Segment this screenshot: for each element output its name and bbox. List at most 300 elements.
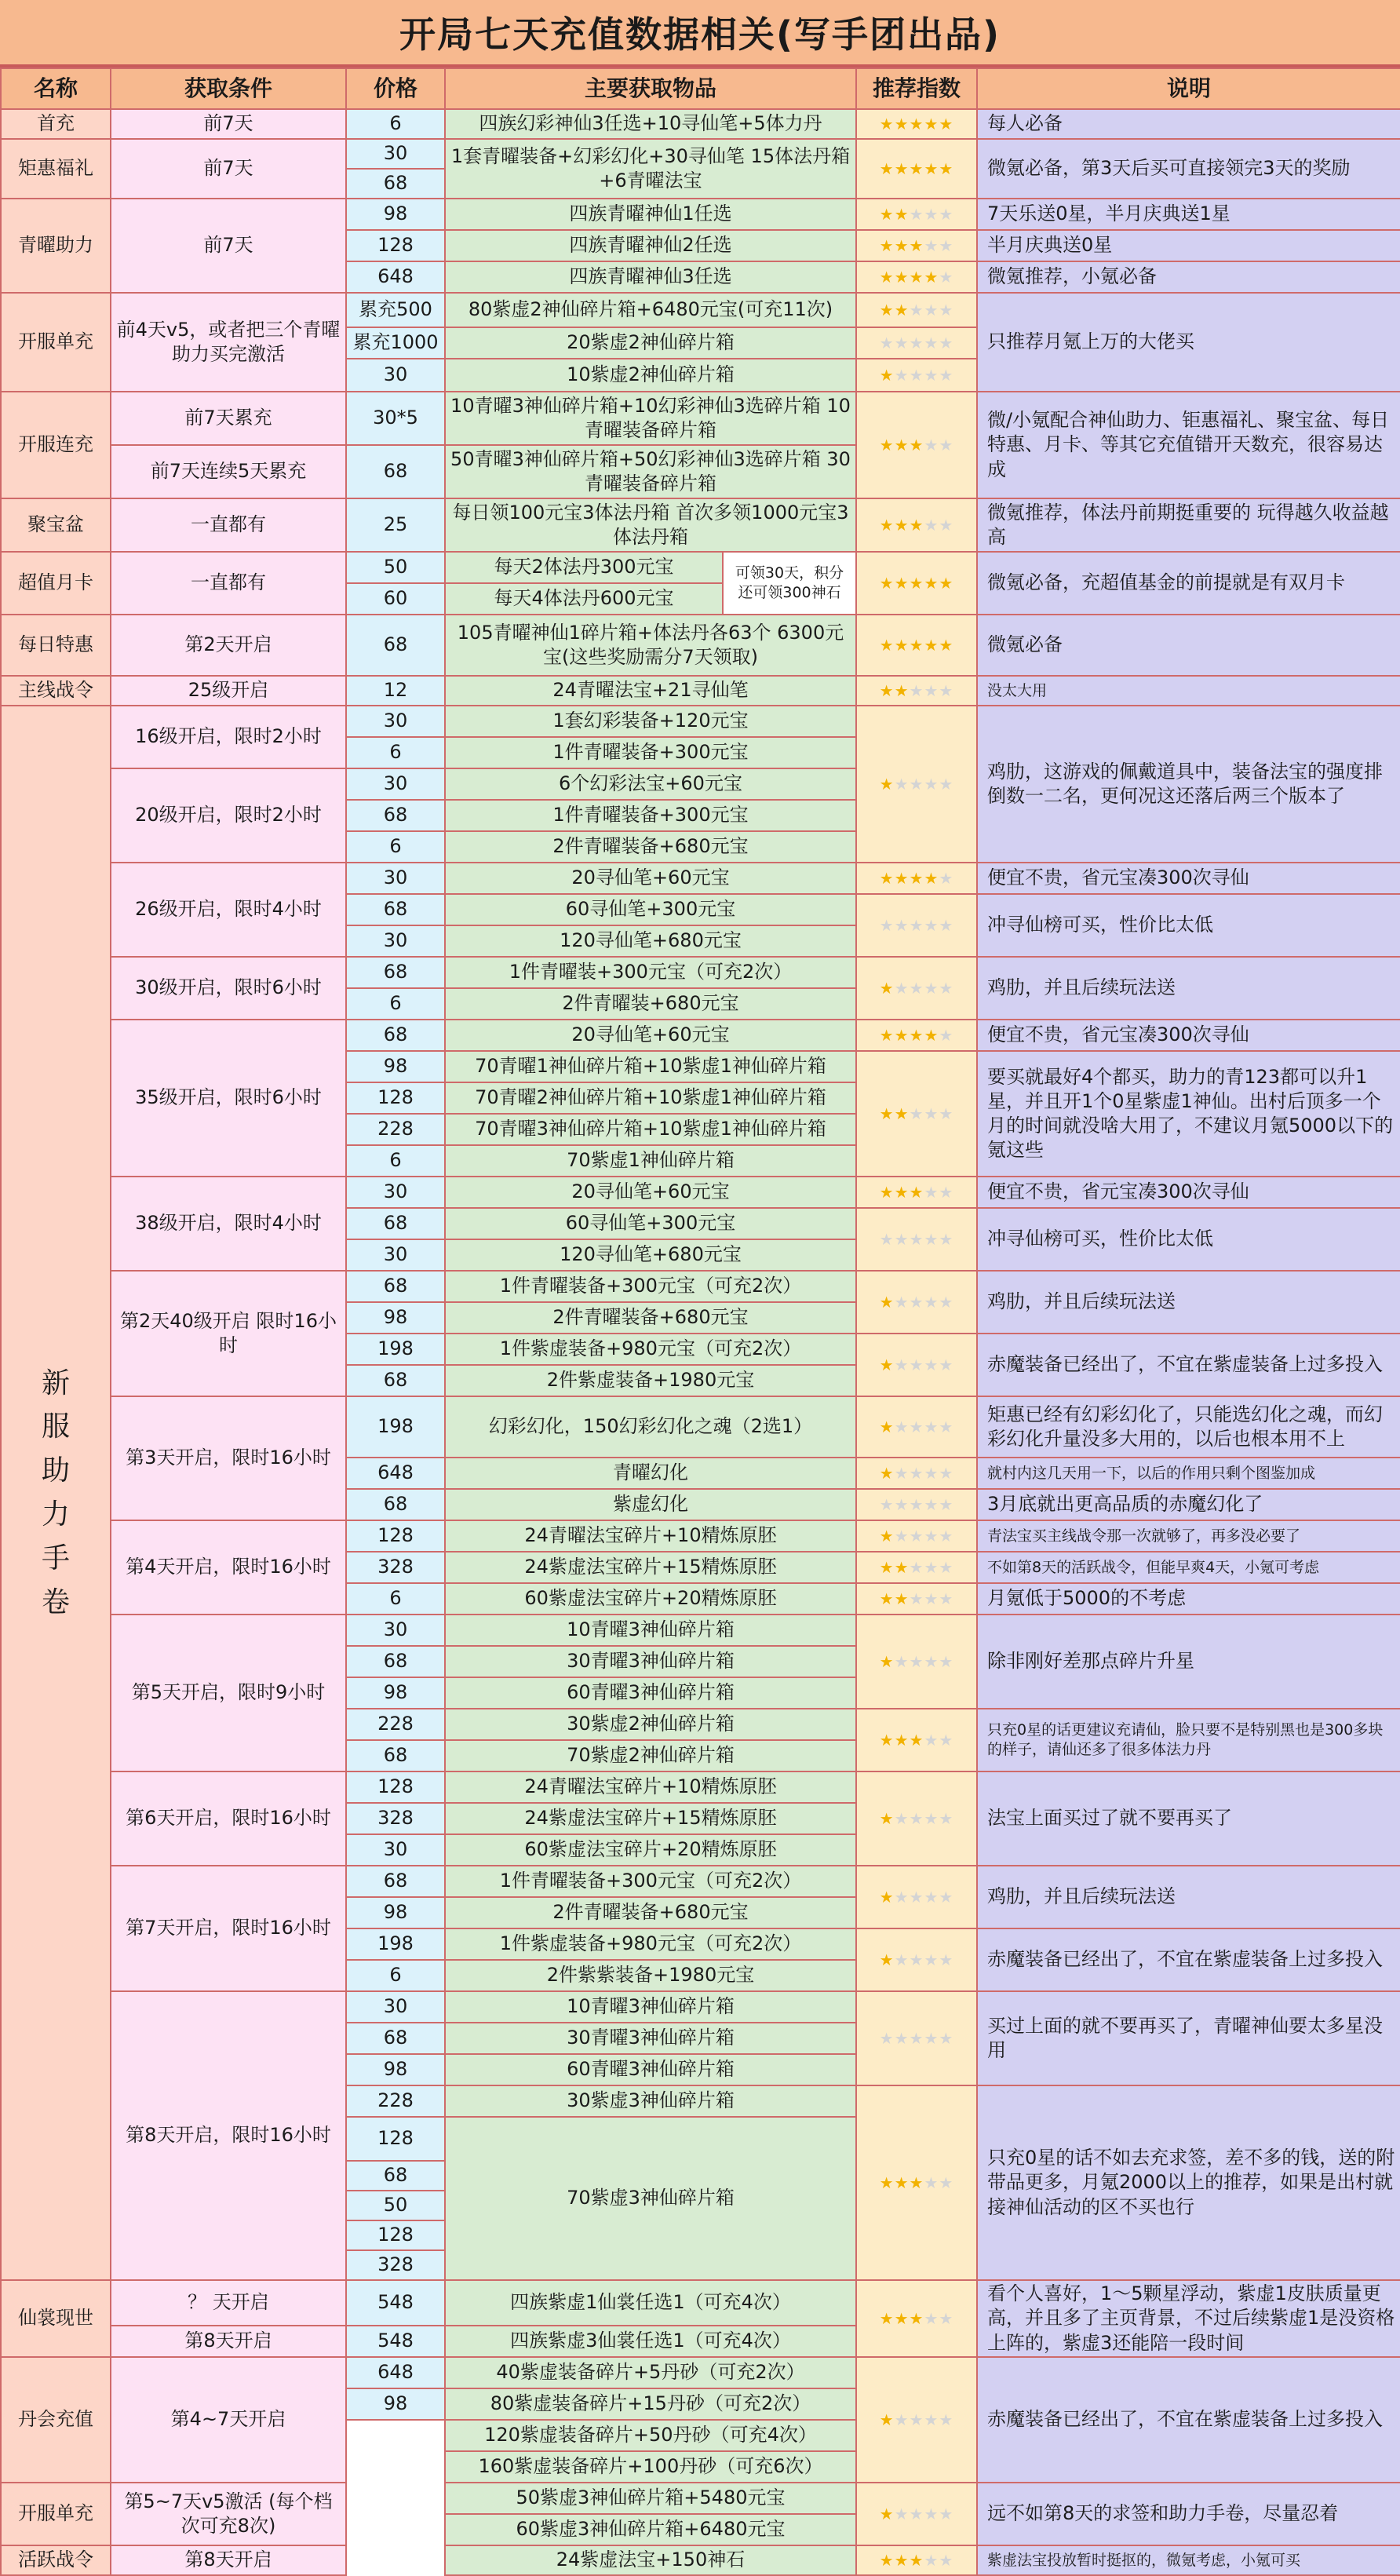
star-empty-icon: ★ xyxy=(939,1495,954,1514)
star-rating-icon xyxy=(880,159,954,179)
item-cell: 四族青曜神仙3任选 xyxy=(444,261,857,294)
condition-cell: 第8天开启 xyxy=(110,2325,347,2358)
note-cell: 便宜不贵，省元宝凑300次寻仙 xyxy=(976,1176,1400,1209)
star-filled-icon: ★ xyxy=(894,1731,910,1750)
item-cell: 60青曜3神仙碎片箱 xyxy=(444,1677,857,1709)
star-filled-icon: ★ xyxy=(924,115,939,133)
price-cell: 50 xyxy=(345,2190,446,2221)
note-cell: 只充0星的话不如去充求签，差不多的钱，送的附带品更多，月氪2000以上的推荐，如果是出村就接神仙活动的区不买也行 xyxy=(976,2085,1400,2281)
note-cell: 7天乐送0星，半月庆典送1星 xyxy=(976,198,1400,231)
item-cell: 四族青曜神仙2任选 xyxy=(444,229,857,262)
price-cell: 98 xyxy=(345,2388,446,2421)
price-cell: 30 xyxy=(345,1614,446,1647)
item-cell: 10青曜3神仙碎片箱 xyxy=(444,1614,857,1647)
rating-cell xyxy=(855,2279,978,2358)
rating-cell xyxy=(855,1582,978,1615)
price-cell: 128 xyxy=(345,229,446,262)
rating-cell xyxy=(855,1865,978,1929)
item-cell: 1套幻彩装备+120元宝 xyxy=(444,705,857,738)
note-cell: 远不如第8天的求签和助力手卷，尽量忍着 xyxy=(976,2482,1400,2546)
star-filled-icon: ★ xyxy=(879,2173,895,2192)
category-char: 服 xyxy=(41,1410,70,1443)
category-char: 力 xyxy=(41,1498,70,1531)
price-cell: 98 xyxy=(345,1677,446,1709)
star-empty-icon: ★ xyxy=(924,1230,939,1249)
rating-cell xyxy=(855,1614,978,1709)
star-filled-icon: ★ xyxy=(894,159,910,178)
star-empty-icon: ★ xyxy=(924,366,939,385)
item-cell: 70青曜3神仙碎片箱+10紫虚1神仙碎片箱 xyxy=(444,1113,857,1146)
item-cell: 1件紫虚装备+980元宝（可充2次） xyxy=(444,1928,857,1961)
star-filled-icon: ★ xyxy=(924,574,939,593)
item-cell: 60青曜3神仙碎片箱 xyxy=(444,2053,857,2086)
star-filled-icon: ★ xyxy=(879,1104,895,1123)
item-cell: 1件青曜装+300元宝（可充2次） xyxy=(444,956,857,989)
star-filled-icon: ★ xyxy=(909,869,924,888)
star-empty-icon: ★ xyxy=(894,775,910,794)
note-cell: 鸡肋，并且后续玩法送 xyxy=(976,1865,1400,1929)
star-rating-icon xyxy=(880,1025,954,1045)
item-cell: 70紫虚1神仙碎片箱 xyxy=(444,1144,857,1177)
star-rating-icon xyxy=(880,1292,954,1312)
rating-cell xyxy=(855,229,978,262)
item-cell: 2件青曜装备+680元宝 xyxy=(444,1896,857,1929)
star-filled-icon: ★ xyxy=(879,2410,895,2429)
price-cell: 累充1000 xyxy=(345,327,446,359)
price-cell: 198 xyxy=(345,1396,446,1458)
star-empty-icon: ★ xyxy=(924,775,939,794)
star-rating-icon xyxy=(880,573,954,593)
rating-cell xyxy=(855,1050,978,1177)
item-cell: 24紫虚法宝碎片+15精炼原胚 xyxy=(444,1802,857,1835)
star-filled-icon: ★ xyxy=(879,1356,895,1374)
note-cell: 赤魔装备已经出了，不宜在紫虚装备上过多投入 xyxy=(976,2356,1400,2483)
star-rating-icon xyxy=(880,1950,954,1970)
star-empty-icon: ★ xyxy=(909,2505,924,2523)
star-empty-icon: ★ xyxy=(924,1652,939,1671)
category-char: 新 xyxy=(41,1366,70,1399)
price-cell: 68 xyxy=(345,1645,446,1678)
price-cell: 128 xyxy=(345,1082,446,1115)
note-cell: 就村内这几天用一下，以后的作用只剩个图鉴加成 xyxy=(976,1457,1400,1490)
star-empty-icon: ★ xyxy=(939,2505,954,2523)
note-cell: 要买就最好4个都买，助力的青123都可以升1星，并且开1个0星紫虚1神仙。出村后顶多一个月的时间就没啥大用了，不建议月氪5000以下的氪这些 xyxy=(976,1050,1400,1177)
price-cell: 68 xyxy=(345,614,446,677)
star-empty-icon: ★ xyxy=(939,2309,954,2328)
note-cell: 赤魔装备已经出了，不宜在紫虚装备上过多投入 xyxy=(976,1928,1400,1992)
star-filled-icon: ★ xyxy=(894,574,910,593)
price-cell: 30 xyxy=(345,925,446,958)
star-empty-icon: ★ xyxy=(924,2029,939,2048)
star-rating-icon xyxy=(880,1417,954,1437)
item-cell: 24紫虚法宝+150神石 xyxy=(444,2545,857,2576)
category-cell xyxy=(0,705,111,2281)
rating-cell xyxy=(855,862,978,895)
star-filled-icon: ★ xyxy=(879,1418,895,1436)
star-empty-icon: ★ xyxy=(924,916,939,935)
price-cell: 98 xyxy=(345,1896,446,1929)
rating-cell xyxy=(855,108,978,140)
star-rating-icon xyxy=(880,1887,954,1907)
item-cell: 60紫虚法宝碎片+20精炼原胚 xyxy=(444,1833,857,1866)
star-rating-icon xyxy=(880,1355,954,1375)
note-cell: 鸡肋，并且后续玩法送 xyxy=(976,956,1400,1020)
star-empty-icon: ★ xyxy=(909,1495,924,1514)
price-cell: 328 xyxy=(345,1551,446,1584)
star-rating-icon xyxy=(880,435,954,455)
rating-cell xyxy=(855,1457,978,1490)
star-filled-icon: ★ xyxy=(909,159,924,178)
star-empty-icon: ★ xyxy=(909,2410,924,2429)
star-filled-icon: ★ xyxy=(879,979,895,998)
star-empty-icon: ★ xyxy=(909,1418,924,1436)
star-empty-icon: ★ xyxy=(924,436,939,454)
item-cell: 2件紫虚装备+1980元宝 xyxy=(444,1364,857,1397)
item-cell: 30青曜3神仙碎片箱 xyxy=(444,1645,857,1678)
condition-cell: 38级开启，限时4小时 xyxy=(110,1176,347,1272)
note-cell: 只推荐月氪上万的大佬买 xyxy=(976,292,1400,392)
star-empty-icon: ★ xyxy=(939,1558,954,1577)
note-cell: 微氪必备，充超值基金的前提就是有双月卡 xyxy=(976,551,1400,615)
price-cell: 30 xyxy=(345,768,446,801)
star-filled-icon: ★ xyxy=(894,1026,910,1045)
condition-cell: 35级开启，限时6小时 xyxy=(110,1019,347,1177)
item-cell: 24青曜法宝+21寻仙笔 xyxy=(444,675,857,706)
star-rating-icon xyxy=(880,515,954,535)
note-cell: 微/小氪配合神仙助力、钜惠福礼、聚宝盆、每日特惠、月卡、等其它充值错开天数充，很容易达成 xyxy=(976,391,1400,499)
category-cell: 矩惠福礼 xyxy=(0,138,111,199)
item-cell: 2件青曜装备+680元宝 xyxy=(444,1301,857,1334)
category-cell: 青曜助力 xyxy=(0,198,111,294)
star-empty-icon: ★ xyxy=(879,1230,895,1249)
rating-cell xyxy=(855,1019,978,1052)
star-filled-icon: ★ xyxy=(879,115,895,133)
star-empty-icon: ★ xyxy=(924,1731,939,1750)
star-filled-icon: ★ xyxy=(909,1026,924,1045)
star-rating-icon xyxy=(880,915,954,936)
star-empty-icon: ★ xyxy=(909,1950,924,1969)
star-filled-icon: ★ xyxy=(879,681,895,700)
item-cell: 24青曜法宝碎片+10精炼原胚 xyxy=(444,1520,857,1553)
price-cell: 68 xyxy=(345,2022,446,2055)
item-cell: 2件青曜装备+680元宝 xyxy=(444,830,857,863)
price-cell: 68 xyxy=(345,799,446,832)
price-cell: 228 xyxy=(345,1113,446,1146)
star-filled-icon: ★ xyxy=(909,1183,924,1202)
condition-cell: 25级开启 xyxy=(110,675,347,706)
item-cell: 20寻仙笔+60元宝 xyxy=(444,1176,857,1209)
item-cell: 10青曜3神仙碎片箱+10幻彩神仙3选碎片箱 10青曜装备碎片箱 xyxy=(444,391,857,446)
item-cell: 1件青曜装备+300元宝 xyxy=(444,799,857,832)
note-cell: 3月底就出更高品质的赤魔幻化了 xyxy=(976,1488,1400,1521)
star-filled-icon: ★ xyxy=(894,636,910,655)
star-empty-icon: ★ xyxy=(924,236,939,255)
star-empty-icon: ★ xyxy=(894,334,910,352)
rating-cell xyxy=(855,1771,978,1866)
price-cell: 128 xyxy=(345,1771,446,1804)
star-filled-icon: ★ xyxy=(894,2173,910,2192)
star-filled-icon: ★ xyxy=(894,268,910,286)
star-filled-icon: ★ xyxy=(894,301,910,319)
rating-cell xyxy=(855,1176,978,1209)
star-empty-icon: ★ xyxy=(939,2551,954,2570)
item-cell: 120紫虚装备碎片+50丹砂（可充4次） xyxy=(444,2419,857,2452)
price-cell: 60 xyxy=(345,582,446,615)
star-rating-icon xyxy=(880,300,954,320)
star-empty-icon: ★ xyxy=(909,916,924,935)
star-empty-icon: ★ xyxy=(939,916,954,935)
condition-cell: ？ 天开启 xyxy=(110,2279,347,2326)
star-rating-icon xyxy=(880,2410,954,2430)
star-filled-icon: ★ xyxy=(879,436,895,454)
star-empty-icon: ★ xyxy=(939,268,954,286)
rating-cell xyxy=(855,2356,978,2483)
item-cell: 40紫虚装备碎片+5丹砂（可充2次） xyxy=(444,2356,857,2389)
price-cell: 30 xyxy=(345,358,446,392)
star-filled-icon: ★ xyxy=(879,1026,895,1045)
star-empty-icon: ★ xyxy=(939,236,954,255)
price-cell: 648 xyxy=(345,2356,446,2389)
item-cell: 60紫虚法宝碎片+20精炼原胚 xyxy=(444,1582,857,1615)
star-filled-icon: ★ xyxy=(909,115,924,133)
note-cell: 只充0星的话更建议充请仙，脸只要不是特别黑也是300多块的样子，请仙还多了很多体法力丹 xyxy=(976,1708,1400,1772)
price-cell: 648 xyxy=(345,261,446,294)
price-cell: 68 xyxy=(345,1364,446,1397)
rating-cell xyxy=(855,1520,978,1553)
star-filled-icon: ★ xyxy=(939,115,954,133)
condition-cell: 一直都有 xyxy=(110,551,347,615)
item-cell: 50紫虚3神仙碎片箱+5480元宝 xyxy=(444,2482,857,2515)
price-cell: 30*5 xyxy=(345,391,446,446)
rating-cell xyxy=(855,292,978,328)
star-rating-icon xyxy=(880,2028,954,2049)
star-empty-icon: ★ xyxy=(924,205,939,224)
star-empty-icon: ★ xyxy=(924,1356,939,1374)
item-cell: 幻彩幻化，150幻彩幻化之魂（2选1） xyxy=(444,1396,857,1458)
star-filled-icon: ★ xyxy=(894,2309,910,2328)
star-filled-icon: ★ xyxy=(909,1731,924,1750)
condition-cell: 前7天累充 xyxy=(110,391,347,446)
price-cell: 68 xyxy=(345,2160,446,2191)
price-cell: 68 xyxy=(345,1865,446,1898)
price-cell: 548 xyxy=(345,2279,446,2326)
star-rating-icon xyxy=(880,1730,954,1750)
column-header: 价格 xyxy=(345,68,446,110)
condition-cell: 前4天v5，或者把三个青曜助力买完激活 xyxy=(110,292,347,392)
star-rating-icon xyxy=(880,978,954,998)
price-cell: 6 xyxy=(345,1959,446,1992)
rating-cell xyxy=(855,2545,978,2576)
item-cell: 1件青曜装备+300元宝（可充2次） xyxy=(444,1270,857,1303)
category-cell: 开服单充 xyxy=(0,2482,111,2546)
rating-cell xyxy=(855,1551,978,1584)
rating-cell xyxy=(855,1488,978,1521)
star-rating-icon xyxy=(880,267,954,287)
item-cell: 24青曜法宝碎片+10精炼原胚 xyxy=(444,1771,857,1804)
star-filled-icon: ★ xyxy=(894,681,910,700)
star-empty-icon: ★ xyxy=(924,1558,939,1577)
price-cell: 68 xyxy=(345,1270,446,1303)
item-cell: 2件青曜装+680元宝 xyxy=(444,987,857,1020)
price-cell: 128 xyxy=(345,1520,446,1553)
rating-cell xyxy=(855,675,978,706)
item-cell: 30紫虚3神仙碎片箱 xyxy=(444,2085,857,2118)
star-empty-icon: ★ xyxy=(894,1950,910,1969)
star-filled-icon: ★ xyxy=(924,636,939,655)
rating-cell xyxy=(855,261,978,294)
star-empty-icon: ★ xyxy=(894,979,910,998)
rating-cell xyxy=(855,1708,978,1772)
star-empty-icon: ★ xyxy=(939,205,954,224)
item-cell: 70青曜1神仙碎片箱+10紫虚1神仙碎片箱 xyxy=(444,1050,857,1083)
star-empty-icon: ★ xyxy=(909,1809,924,1828)
price-cell: 68 xyxy=(345,1019,446,1052)
star-filled-icon: ★ xyxy=(894,1104,910,1123)
note-cell: 没太大用 xyxy=(976,675,1400,706)
condition-cell: 第7天开启，限时16小时 xyxy=(110,1865,347,1992)
star-filled-icon: ★ xyxy=(894,436,910,454)
star-filled-icon: ★ xyxy=(879,159,895,178)
condition-cell: 前7天 xyxy=(110,198,347,294)
star-filled-icon: ★ xyxy=(939,636,954,655)
star-filled-icon: ★ xyxy=(879,1464,895,1483)
price-cell: 30 xyxy=(345,1990,446,2023)
note-cell: 买过上面的就不要再买了，青曜神仙要太多星没用 xyxy=(976,1990,1400,2086)
condition-cell: 第6天开启，限时16小时 xyxy=(110,1771,347,1866)
price-cell: 68 xyxy=(345,1739,446,1772)
star-rating-icon xyxy=(880,774,954,794)
rating-cell xyxy=(855,2482,978,2546)
star-filled-icon: ★ xyxy=(879,1293,895,1312)
star-filled-icon: ★ xyxy=(894,115,910,133)
star-filled-icon: ★ xyxy=(909,2551,924,2570)
note-cell: 微氪推荐，小氪必备 xyxy=(976,261,1400,294)
star-empty-icon: ★ xyxy=(924,2173,939,2192)
item-cell: 60寻仙笔+300元宝 xyxy=(444,893,857,926)
note-cell: 法宝上面买过了就不要再买了 xyxy=(976,1771,1400,1866)
star-filled-icon: ★ xyxy=(879,1888,895,1906)
star-empty-icon: ★ xyxy=(894,2505,910,2523)
category-cell: 首充 xyxy=(0,108,111,140)
star-filled-icon: ★ xyxy=(879,516,895,535)
price-cell: 198 xyxy=(345,1928,446,1961)
star-filled-icon: ★ xyxy=(894,516,910,535)
star-filled-icon: ★ xyxy=(894,205,910,224)
star-filled-icon: ★ xyxy=(894,1183,910,1202)
condition-cell: 第2天40级开启 限时16小时 xyxy=(110,1270,347,1397)
star-rating-icon xyxy=(880,204,954,224)
category-cell: 丹会充值 xyxy=(0,2356,111,2483)
star-filled-icon: ★ xyxy=(879,775,895,794)
condition-cell: 第5天开启，限时9小时 xyxy=(110,1614,347,1772)
rating-cell xyxy=(855,1333,978,1397)
star-rating-icon xyxy=(880,868,954,888)
star-empty-icon: ★ xyxy=(909,1652,924,1671)
note-cell: 微氪必备，第3天后买可直接领完3天的奖励 xyxy=(976,138,1400,199)
category-char: 卷 xyxy=(41,1585,70,1618)
item-cell: 50青曜3神仙碎片箱+50幻彩神仙3选碎片箱 30青曜装备碎片箱 xyxy=(444,444,857,499)
star-empty-icon: ★ xyxy=(909,1527,924,1545)
star-empty-icon: ★ xyxy=(939,436,954,454)
star-empty-icon: ★ xyxy=(909,1230,924,1249)
star-empty-icon: ★ xyxy=(924,979,939,998)
star-empty-icon: ★ xyxy=(894,1527,910,1545)
price-cell: 12 xyxy=(345,675,446,706)
note-cell: 除非刚好差那点碎片升星 xyxy=(976,1614,1400,1709)
note-cell: 便宜不贵，省元宝凑300次寻仙 xyxy=(976,1019,1400,1052)
note-cell: 鸡肋，这游戏的佩戴道具中，装备法宝的强度排倒数一二名，更何况这还落后两三个版本了 xyxy=(976,705,1400,863)
note-cell: 不如第8天的活跃战令，但能早爽4天，小氪可考虑 xyxy=(976,1551,1400,1584)
rating-cell xyxy=(855,498,978,553)
price-cell: 98 xyxy=(345,1050,446,1083)
star-empty-icon: ★ xyxy=(894,916,910,935)
note-cell: 鸡肋，并且后续玩法送 xyxy=(976,1270,1400,1334)
star-empty-icon: ★ xyxy=(894,1809,910,1828)
star-empty-icon: ★ xyxy=(924,1104,939,1123)
star-filled-icon: ★ xyxy=(879,2309,895,2328)
item-cell: 四族青曜神仙1任选 xyxy=(444,198,857,231)
star-filled-icon: ★ xyxy=(879,2551,895,2570)
price-cell: 30 xyxy=(345,705,446,738)
star-rating-icon xyxy=(880,1651,954,1672)
star-empty-icon: ★ xyxy=(924,1950,939,1969)
rating-cell xyxy=(855,327,978,359)
price-cell: 30 xyxy=(345,138,446,170)
item-cell: 80紫虚2神仙碎片箱+6480元宝(可充11次) xyxy=(444,292,857,328)
star-empty-icon: ★ xyxy=(909,334,924,352)
star-empty-icon: ★ xyxy=(924,2309,939,2328)
item-cell: 10紫虚2神仙碎片箱 xyxy=(444,358,857,392)
item-cell: 120寻仙笔+680元宝 xyxy=(444,1239,857,1272)
star-filled-icon: ★ xyxy=(909,2173,924,2192)
star-rating-icon xyxy=(880,114,954,134)
star-empty-icon: ★ xyxy=(924,1183,939,1202)
item-side-note: 可领30天，积分还可领300神石 xyxy=(722,551,857,615)
price-cell: 50 xyxy=(345,551,446,584)
item-cell: 20寻仙笔+60元宝 xyxy=(444,1019,857,1052)
condition-cell: 第2天开启 xyxy=(110,614,347,677)
star-empty-icon: ★ xyxy=(924,1495,939,1514)
rating-cell xyxy=(855,705,978,863)
star-rating-icon xyxy=(880,1526,954,1546)
note-cell: 赤魔装备已经出了，不宜在紫虚装备上过多投入 xyxy=(976,1333,1400,1397)
star-rating-icon xyxy=(880,1808,954,1829)
rating-cell xyxy=(855,1396,978,1458)
star-empty-icon: ★ xyxy=(924,2410,939,2429)
star-filled-icon: ★ xyxy=(879,301,895,319)
condition-cell: 第8天开启 xyxy=(110,2545,347,2576)
star-rating-icon xyxy=(880,1557,954,1578)
star-filled-icon: ★ xyxy=(879,1183,895,1202)
star-filled-icon: ★ xyxy=(894,236,910,255)
star-empty-icon: ★ xyxy=(879,334,895,352)
rating-cell xyxy=(855,956,978,1020)
category-char: 手 xyxy=(41,1542,70,1574)
star-empty-icon: ★ xyxy=(939,334,954,352)
star-empty-icon: ★ xyxy=(939,2173,954,2192)
star-empty-icon: ★ xyxy=(939,1731,954,1750)
star-filled-icon: ★ xyxy=(894,2551,910,2570)
star-empty-icon: ★ xyxy=(924,681,939,700)
item-cell: 24紫虚法宝碎片+15精炼原胚 xyxy=(444,1551,857,1584)
note-cell: 微氪推荐，体法丹前期挺重要的 玩得越久收益越高 xyxy=(976,498,1400,553)
star-filled-icon: ★ xyxy=(879,1589,895,1608)
star-empty-icon: ★ xyxy=(939,1464,954,1483)
item-cell: 70紫虚3神仙碎片箱 xyxy=(444,2116,857,2281)
star-empty-icon: ★ xyxy=(939,1888,954,1906)
price-cell: 228 xyxy=(345,1708,446,1741)
condition-cell: 第5~7天v5激活 (每个档次可充8次) xyxy=(110,2482,347,2546)
